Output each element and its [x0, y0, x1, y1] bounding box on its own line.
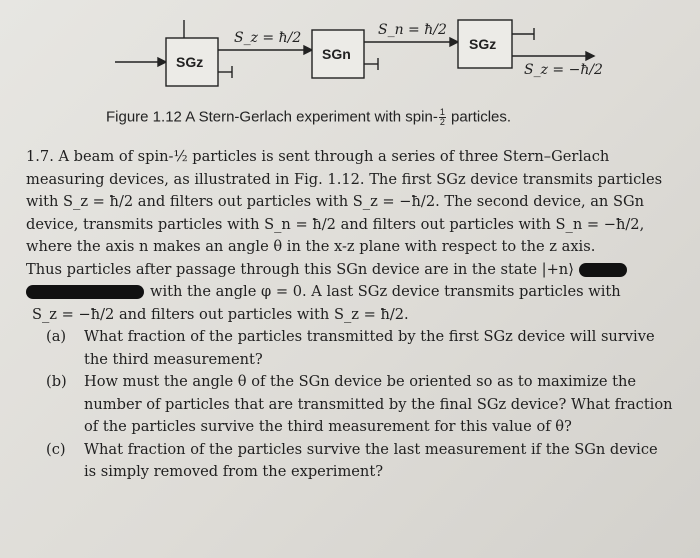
- beam-label-1: S_z = ħ/2: [234, 30, 302, 46]
- problem-line-8: S_z = −ħ/2 and filters out particles with S_z = ħ/2.: [32, 305, 409, 323]
- redaction-mark: [26, 285, 144, 299]
- question-b-line-1: How must the angle θ of the SGn device be oriented so as to maximize the: [84, 373, 637, 390]
- problem-line-2: measuring devices, as illustrated in Fig. 1.12. The first SGz device transmits particles: [26, 170, 663, 188]
- stern-gerlach-figure: [0, 0, 700, 110]
- problem-line-7-wrap: [26, 281, 676, 304]
- question-c-line-2: is simply removed from the experiment?: [84, 463, 384, 480]
- question-c-label: (c): [46, 440, 66, 458]
- input-arrow-icon: [158, 58, 166, 66]
- figure-caption: [106, 108, 511, 127]
- beam-2-arrow-icon: [450, 38, 458, 46]
- caption-prefix: Figure 1.12 A Stern-Gerlach experiment with spin-: [106, 108, 438, 126]
- problem-line-6: Thus particles after passage through this SGn device are in the state |+n⟩: [26, 260, 574, 278]
- question-b-label: (b): [46, 373, 67, 390]
- problem-line-3: with S_z = ħ/2 and filters out particles with S_z = −ħ/2. The second device, an SGn: [26, 193, 645, 210]
- box2-label: SGn: [322, 46, 351, 62]
- problem-line-5: where the axis n makes an angle θ in the x-z plane with respect to the z axis.: [26, 238, 596, 255]
- final-arrow-icon: [586, 52, 594, 60]
- box1-label: SGz: [176, 54, 204, 70]
- question-c: [26, 439, 676, 484]
- beam-1-arrow-icon: [304, 46, 312, 54]
- caption-fraction: $\frac{1}{2}$: [439, 107, 445, 127]
- problem-line-1: 1.7. A beam of spin-½ particles is sent through a series of three Stern–Gerlach: [26, 148, 610, 165]
- question-b-line-2: number of particles that are transmitted by the final SGz device? What fraction: [84, 395, 673, 413]
- problem-text: [26, 146, 676, 484]
- caption-suffix: particles.: [446, 108, 512, 126]
- question-a-label: (a): [46, 328, 67, 345]
- problem-line-7: with the angle φ = 0. A last SGz device transmits particles with: [150, 283, 621, 300]
- question-b-line-3: of the particles survive the third measurement for this value of θ?: [84, 418, 572, 435]
- question-c-line-1: What fraction of the particles survive the last measurement if the SGn device: [84, 440, 658, 458]
- question-a-line-2: the third measurement?: [84, 350, 263, 368]
- question-a-line-1: What fraction of the particles transmitted by the first SGz device will survive: [84, 328, 655, 345]
- beam-label-2: S_n = ħ/2: [378, 22, 447, 38]
- redaction-mark: [579, 263, 627, 277]
- question-b: [26, 371, 676, 439]
- box3-label: SGz: [469, 36, 497, 52]
- question-a: [26, 326, 676, 371]
- beam-label-3: S_z = −ħ/2: [524, 62, 603, 78]
- problem-line-6-wrap: [26, 259, 676, 282]
- problem-line-4: device, transmits particles with S_n = ħ/2 and filters out particles with S_n = −ħ/2,: [26, 215, 645, 233]
